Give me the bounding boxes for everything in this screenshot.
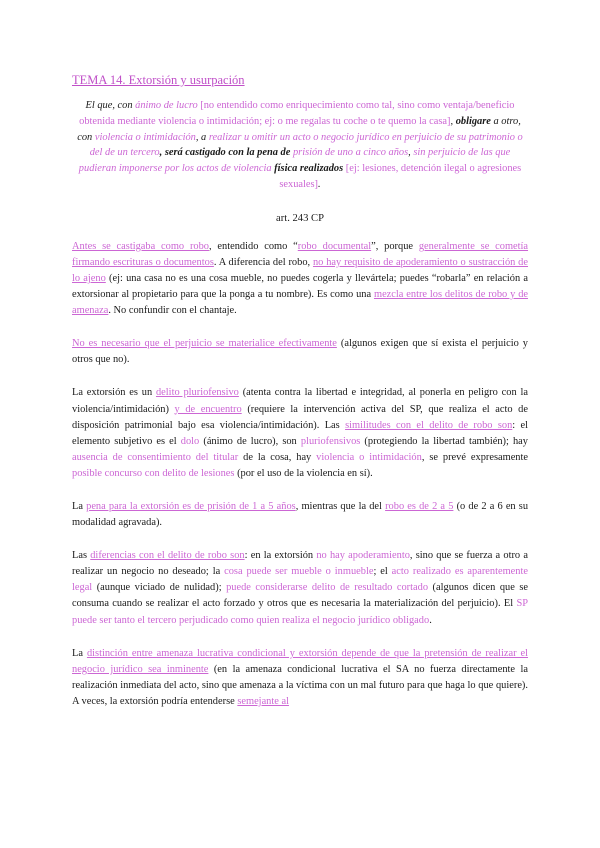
body-text: La extorsión es un (72, 387, 156, 399)
pink-phrase: puede considerarse delito de resultado cortado (226, 582, 429, 594)
pink-phrase: acto realizado es aparentemente legal (72, 566, 528, 594)
paragraph-distinction (72, 646, 528, 710)
quote-text: a otro, con (77, 115, 521, 143)
pink-phrase: cosa puede ser mueble o inmueble (224, 566, 374, 578)
body-text: , se prevé expresamente (421, 451, 528, 463)
pink-phrase: no hay apoderamiento (316, 550, 410, 562)
quote-highlight: realizar u omitir un acto o negocio jurídico en perjuicio de su patrimonio o del de un tercero (89, 131, 523, 159)
underlined-phrase: No es necesario que el perjuicio se materialice efectivamente (72, 338, 337, 350)
quote-text: . (318, 178, 321, 190)
page-title: TEMA 14. Extorsión y usurpación (72, 73, 245, 87)
quote-text: El que, con (85, 100, 136, 111)
paragraph-differences (72, 548, 528, 628)
underlined-phrase: robo es de 2 a 5 (385, 501, 454, 512)
underlined-phrase: y de encuentro (174, 403, 242, 415)
body-text: . (429, 614, 432, 626)
underlined-phrase: Antes se castigaba como robo (72, 240, 209, 252)
quote-text: , (450, 115, 456, 127)
underlined-phrase: diferencias con el delito de robo son (90, 550, 245, 562)
quote-highlight: violencia o intimidación (94, 131, 196, 143)
quote-text: , (408, 147, 414, 159)
legal-quote (76, 98, 524, 193)
body-text: La (72, 647, 87, 659)
quote-highlight: prisión de uno a cinco años (292, 147, 409, 159)
body-text: (ej: una casa no es una cosa mueble, no puedes cogerla y llevártela; puedes “robarla” en relación a extorsionar al propietario para que la ponga a tu nombre). Es como una (72, 272, 529, 301)
quote-text: , a (195, 131, 209, 143)
body-text: (ánimo de lucro), son (199, 435, 301, 447)
body-text: . No confundir con el chantaje. (108, 305, 237, 317)
article-reference: art. 243 CP (276, 212, 324, 224)
quote-bold: , será castigado con la pena de (159, 147, 293, 159)
pink-phrase: pluriofensivos (300, 435, 361, 447)
paragraph-history (72, 239, 528, 319)
quote-highlight: ánimo de lucro (135, 100, 198, 111)
body-text: La (72, 501, 87, 512)
quote-annotation: [no entendido como enriquecimiento como tal, sino como ventaja/beneficio obtenida mediante violencia o intimidación; ej: o me regalas tu coche o te quemo la casa] (79, 100, 515, 127)
underlined-phrase: robo documental (297, 240, 372, 252)
body-text: ”, porque (371, 240, 419, 252)
body-text: Las (72, 550, 91, 562)
body-text: (aunque viciado de nulidad); (92, 582, 227, 594)
underlined-phrase: semejante al (237, 695, 289, 707)
underlined-phrase: pena para la extorsión es de prisión de 1 a 5 años (86, 501, 296, 512)
underlined-phrase: delito pluriofensivo (155, 387, 239, 399)
body-text: , entendido como “ (209, 240, 298, 252)
pink-phrase: dolo (180, 435, 200, 447)
body-text: : en la extorsión (244, 550, 317, 562)
underlined-phrase: no hay requisito de apoderamiento o sustracción de lo ajeno (72, 256, 528, 284)
underlined-phrase: similitudes con el delito de robo son (345, 419, 513, 431)
body-text: de la cosa, hay (238, 451, 317, 463)
body-text: (requiere la intervención activa del SP, que realiza el acto de disposición patrimonial bajo esa violencia/intimidación). Las (72, 403, 528, 431)
body-text: . A diferencia del robo, (213, 256, 313, 268)
pink-phrase: SP puede ser tanto el tercero perjudicado como quien realiza el negocio jurídico obligado (72, 598, 528, 626)
underlined-phrase: distinción entre amenaza lucrativa condicional y extorsión depende de que la pretensión de realizar el negocio jurídico sea inminente (72, 647, 528, 675)
body-text: : el elemento subjetivo es el (72, 419, 529, 447)
quote-bold: física (271, 163, 300, 175)
quote-annotation: [ej: lesiones, detención ilegal o agresiones sexuales] (279, 163, 522, 190)
pink-phrase: posible concurso con delito de lesiones (72, 467, 235, 479)
body-text: (protegiendo la libertad también); hay (360, 435, 528, 447)
paragraph-damage (72, 336, 528, 368)
quote-bold: obligare (455, 115, 491, 127)
body-text: (por el uso de la violencia en sí). (234, 467, 373, 479)
underlined-phrase: generalmente se cometía firmando escrituras o documentos (72, 240, 529, 268)
pink-phrase: violencia o intimidación (316, 451, 422, 463)
paragraph-nature (72, 385, 528, 482)
body-text: (o de 2 a 6 en su modalidad agravada). (72, 501, 529, 529)
body-text: (atenta contra la libertad e integridad, al ponerla en peligro con la violencia/intimidación) (72, 387, 528, 415)
body-text: , sino que se fuerza a otro a realizar un negocio no deseado; la (72, 550, 528, 578)
body-text: (en la amenaza condicional lucrativa el SA no fuerza directamente la realización inmediata del acto, sino que amenaza a la víctima con un mal futuro para que haga lo que quiere). A veces, la extorsión podría entenderse (72, 663, 528, 707)
body-text: (algunos exigen que sí exista el perjuicio y otros que no). (72, 338, 528, 366)
quote-bold: realizados (299, 163, 344, 175)
paragraph-penalty (72, 499, 528, 531)
body-text: , mientras que la del (295, 501, 386, 512)
pink-phrase: ausencia de consentimiento del titular (72, 451, 239, 463)
quote-highlight: sin perjuicio de las que pudieran imponerse por los actos de violencia (78, 147, 511, 175)
body-text: (algunos dicen que se consuma cuando se realizar el acto forzado y otros que es necesaria la materialización del perjuicio). El (72, 582, 528, 610)
underlined-phrase: mezcla entre los delitos de robo y de amenaza (72, 289, 528, 317)
body-text: ; el (373, 566, 392, 578)
